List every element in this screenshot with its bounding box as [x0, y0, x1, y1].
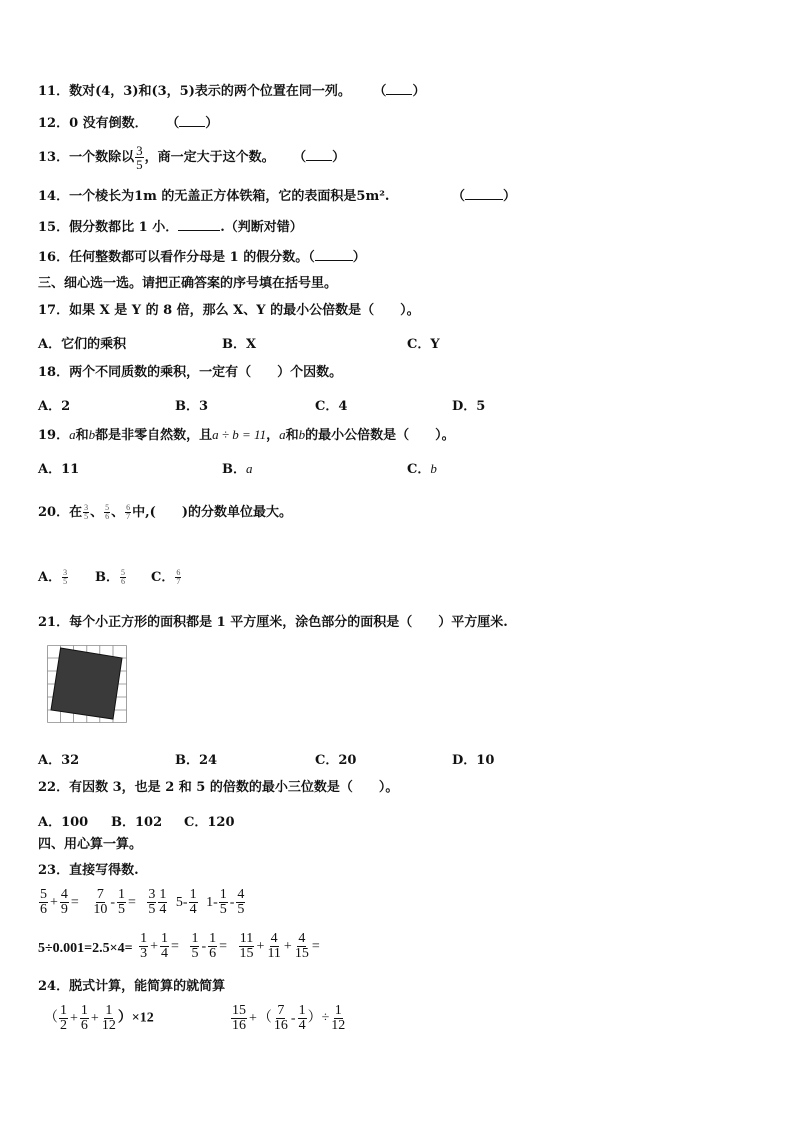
separator: 、: [111, 505, 125, 520]
question-number: 24．: [38, 979, 70, 994]
fraction: [120, 569, 126, 586]
denominator: 10: [93, 902, 108, 917]
option-a[interactable]: [38, 566, 69, 586]
numerator: 1: [219, 887, 227, 902]
fraction: [189, 888, 198, 917]
numerator: 1: [161, 931, 169, 946]
calc-item: 5÷0.001=: [38, 940, 93, 956]
operator: +: [50, 894, 58, 910]
answer-blank[interactable]: [178, 218, 220, 231]
fraction: [60, 888, 69, 917]
operator: -: [201, 938, 207, 954]
question-text: 直接写得数.: [69, 863, 139, 878]
paren-right: ）: [352, 250, 366, 265]
var-a: a: [246, 461, 253, 476]
denominator: 16: [232, 1018, 246, 1033]
denominator: 3: [140, 946, 148, 961]
numerator: 7: [96, 887, 104, 902]
numerator: 11: [239, 931, 254, 946]
question-22: [38, 779, 398, 797]
numerator: 4: [237, 887, 245, 902]
answer-blank[interactable]: [179, 114, 205, 127]
calc-item: [38, 887, 80, 917]
option-b[interactable]: B．3: [175, 399, 209, 414]
numerator: 1: [80, 1003, 88, 1018]
question-number: 13．: [38, 150, 70, 165]
option-b[interactable]: B．102: [111, 815, 163, 830]
question-number: 17．: [38, 303, 70, 318]
denominator: 4: [159, 902, 167, 917]
paren-left: （: [373, 84, 387, 99]
fraction: [175, 569, 181, 586]
question-18: [38, 364, 342, 382]
fraction: [62, 569, 68, 586]
paren-right-times: ）×12: [117, 1010, 154, 1026]
answer-blank[interactable]: [315, 248, 353, 261]
paren-left: （: [44, 1010, 58, 1026]
numerator: 1: [189, 887, 197, 902]
numerator: 1: [140, 931, 148, 946]
numerator: 5: [105, 503, 110, 512]
question-number: 23．: [38, 863, 70, 878]
calc-row-1: [38, 888, 246, 917]
option-c[interactable]: C．20: [315, 753, 357, 768]
fraction: [92, 888, 108, 917]
numerator: 5: [40, 887, 47, 902]
question-text: 都是非零自然数，且: [95, 428, 213, 443]
operator: -: [229, 894, 235, 910]
fraction: [135, 144, 144, 171]
numerator: 6: [126, 503, 131, 512]
question-text: 两个不同质数的乘积，一定有（ ）个因数。: [69, 365, 343, 380]
calc-item: [146, 887, 168, 917]
numerator: 6: [176, 568, 181, 577]
option-d[interactable]: D．10: [452, 753, 495, 768]
question-text: 如果 X 是 Y 的 8 倍，那么 X、Y 的最小公倍数是（ ）。: [69, 303, 420, 318]
answer-blank[interactable]: [306, 148, 332, 161]
denominator: 4: [161, 946, 169, 961]
numerator: 4: [270, 931, 278, 946]
question-23: [38, 862, 139, 880]
equals-sign: =: [171, 938, 179, 954]
fraction: [101, 1004, 117, 1033]
question-15: [38, 218, 303, 237]
question-number: 16．: [38, 250, 70, 265]
calc-item: [206, 887, 246, 917]
calc-item: 2.5×4=: [92, 940, 133, 956]
numerator: 1: [60, 1003, 67, 1018]
denominator: 16: [273, 1018, 288, 1033]
var-b: b: [298, 427, 306, 442]
denominator: 4: [189, 902, 197, 917]
denominator: 2: [60, 1018, 67, 1033]
denominator: 11: [267, 946, 281, 961]
question-text: 0 没有倒数．: [69, 116, 148, 131]
question-number: 20．: [38, 505, 70, 520]
question-13: [38, 144, 345, 171]
calc-item: [175, 887, 199, 917]
option-label: B．: [95, 570, 119, 585]
denominator: 15: [239, 946, 254, 961]
question-text: 假分数都比 1 小．: [69, 220, 179, 235]
numerator: 1: [117, 887, 125, 902]
paren-left: （: [293, 150, 307, 165]
numerator: 3: [148, 887, 156, 902]
question-text: 的最小公倍数是（ ）。: [305, 428, 455, 443]
paren-right-divide: ）÷: [307, 1010, 330, 1026]
fraction: [104, 504, 110, 521]
option-d[interactable]: D．5: [452, 399, 486, 414]
question-text: 在: [69, 505, 83, 520]
separator: 、: [90, 505, 104, 520]
question-text: 脱式计算，能简算的就简算: [69, 979, 226, 994]
operator: -: [290, 1010, 296, 1026]
paren-right: ）: [412, 84, 426, 99]
equation: a ÷ b = 11: [212, 427, 267, 442]
numerator: 3: [136, 143, 143, 158]
question-text: 一个数除以: [69, 150, 135, 165]
denominator: 6: [80, 1018, 88, 1033]
question-text: 每个小正方形的面积都是 1 平方厘米，涂色部分的面积是（ ）平方厘米.: [69, 615, 508, 630]
option-b[interactable]: [95, 566, 127, 586]
question-number: 11．: [38, 84, 70, 99]
fraction: [125, 504, 131, 521]
question-24: [38, 978, 225, 996]
fraction: [83, 504, 89, 521]
calc-row-2: [38, 932, 321, 961]
question-text: 中,( )的分数单位最大。: [132, 505, 292, 520]
fraction: [59, 1004, 68, 1033]
operator: +: [256, 938, 265, 954]
question-text: 有因数 3，也是 2 和 5 的倍数的最小三位数是（ ）。: [69, 780, 399, 795]
denominator: 12: [331, 1018, 346, 1033]
operator: +: [70, 1010, 78, 1026]
numerator: 4: [60, 887, 68, 902]
denominator: 7: [126, 512, 131, 521]
var-b: b: [430, 461, 437, 476]
paren-left: （: [257, 1010, 272, 1026]
fraction: [273, 1004, 289, 1033]
fraction: [236, 888, 245, 917]
option-a[interactable]: A．它们的乘积: [38, 337, 127, 352]
denominator: 6: [209, 946, 217, 961]
option-a[interactable]: A．11: [38, 462, 80, 477]
option-a[interactable]: A．32: [38, 753, 80, 768]
option-c[interactable]: [407, 458, 437, 477]
question-number: 12．: [38, 116, 70, 131]
numerator: 5: [121, 568, 125, 577]
fraction: [139, 932, 148, 961]
numerator: 1: [191, 931, 199, 946]
denominator: 6: [121, 577, 125, 586]
expression-1: [44, 1004, 154, 1033]
fraction: [190, 932, 199, 961]
option-a[interactable]: A．2: [38, 399, 71, 414]
equals-sign: =: [127, 894, 136, 910]
question-14: [38, 187, 516, 206]
fraction: [219, 888, 228, 917]
shaded-square: [51, 648, 122, 719]
question-number: 18．: [38, 365, 70, 380]
denominator: 7: [176, 577, 181, 586]
expression-2: [230, 1004, 347, 1033]
fraction: [266, 932, 281, 961]
fraction: [294, 932, 310, 961]
denominator: 5: [136, 157, 143, 172]
denominator: 5: [148, 902, 156, 917]
option-label: B．: [222, 462, 246, 477]
question-number: 22．: [38, 780, 70, 795]
question-text: 一个棱长为1m 的无盖正方体铁箱，它的表面积是5m².: [69, 189, 390, 204]
operator: -: [110, 894, 115, 910]
operator: +: [283, 938, 292, 954]
equals-sign: =: [70, 894, 79, 910]
option-label: A．: [38, 570, 62, 585]
option-b[interactable]: B．X: [222, 337, 257, 352]
operator: +: [249, 1010, 257, 1026]
option-c[interactable]: [151, 566, 182, 586]
fraction: [239, 932, 255, 961]
equals-sign: =: [311, 938, 320, 954]
operator: +: [150, 938, 159, 954]
question-text: ，商一定大于这个数。: [144, 150, 275, 165]
denominator: 5: [191, 946, 199, 961]
question-17: [38, 302, 420, 320]
denominator: 5: [237, 902, 245, 917]
paren-right: ）: [503, 189, 517, 204]
paren-left: （: [308, 250, 315, 265]
question-text: ，: [266, 428, 280, 443]
paren-right: ）: [332, 150, 346, 165]
denominator: 15: [294, 946, 309, 961]
numerator: 1: [334, 1003, 342, 1018]
section-heading-4: 四、用心算一算。: [38, 837, 143, 852]
question-11: [38, 82, 425, 101]
fraction: [39, 888, 48, 917]
operator: +: [90, 1010, 99, 1026]
question-12: [38, 114, 218, 133]
option-c[interactable]: C．120: [184, 815, 235, 830]
denominator: 12: [101, 1018, 116, 1033]
var-a: a: [69, 427, 76, 442]
denominator: 4: [298, 1018, 306, 1033]
numerator: 3: [84, 503, 89, 512]
var-b: b: [88, 427, 96, 442]
fraction: [158, 888, 167, 917]
answer-blank[interactable]: [386, 82, 412, 95]
option-b[interactable]: B．24: [175, 753, 218, 768]
option-label: C．: [407, 462, 431, 477]
answer-blank[interactable]: [465, 187, 503, 200]
calc-item: [91, 887, 137, 917]
numerator: 4: [298, 931, 306, 946]
question-number: 14．: [38, 189, 70, 204]
denominator: 5: [63, 577, 68, 586]
operand: 5-: [175, 894, 188, 910]
fraction: [298, 1004, 307, 1033]
operand: 1-: [206, 894, 218, 910]
question-text: 任何整数都可以看作分母是 1 的假分数。: [69, 250, 309, 265]
paren-right: ）: [205, 116, 219, 131]
option-c[interactable]: C．4: [315, 399, 348, 414]
question-number: 21．: [38, 615, 70, 630]
question-text: .（判断对错）: [220, 220, 303, 235]
equals-sign: =: [219, 938, 228, 954]
paren-left: （: [451, 189, 465, 204]
numerator: 1: [298, 1003, 306, 1018]
question-number: 15．: [38, 220, 70, 235]
fraction: [330, 1004, 346, 1033]
numerator: 7: [277, 1003, 285, 1018]
option-b[interactable]: [222, 458, 253, 477]
var-a: a: [279, 427, 286, 442]
option-a[interactable]: A．100: [38, 815, 89, 830]
option-label: C．: [151, 570, 175, 585]
calc-item: [189, 931, 228, 961]
numerator: 15: [232, 1003, 246, 1018]
section-heading-3: 三、细心选一选。请把正确答案的序号填在括号里。: [38, 276, 338, 291]
grid-figure: [47, 645, 127, 723]
denominator: 6: [105, 512, 110, 521]
question-20: [38, 504, 292, 522]
question-text: 和: [285, 428, 299, 443]
paren-left: （: [166, 116, 180, 131]
denominator: 9: [60, 902, 68, 917]
option-c[interactable]: C．Y: [407, 337, 440, 352]
question-19: [38, 426, 455, 445]
fraction: [160, 932, 169, 961]
fraction: [208, 932, 217, 961]
numerator: 1: [105, 1003, 113, 1018]
denominator: 5: [84, 512, 89, 521]
question-16: [38, 248, 366, 267]
question-text: 数对(4，3)和(3，5)表示的两个位置在同一列。: [69, 84, 351, 99]
question-text: 和: [75, 428, 89, 443]
fraction: [80, 1004, 89, 1033]
calc-item: [238, 931, 321, 961]
denominator: 5: [219, 902, 227, 917]
fraction: [117, 888, 126, 917]
denominator: 5: [117, 902, 125, 917]
numerator: 3: [63, 568, 68, 577]
denominator: 6: [40, 902, 47, 917]
calc-item: [138, 931, 180, 961]
fraction: [147, 888, 156, 917]
question-number: 19．: [38, 428, 70, 443]
numerator: 1: [209, 931, 217, 946]
fraction: [231, 1004, 247, 1033]
question-21: [38, 614, 508, 632]
numerator: 1: [159, 887, 167, 902]
